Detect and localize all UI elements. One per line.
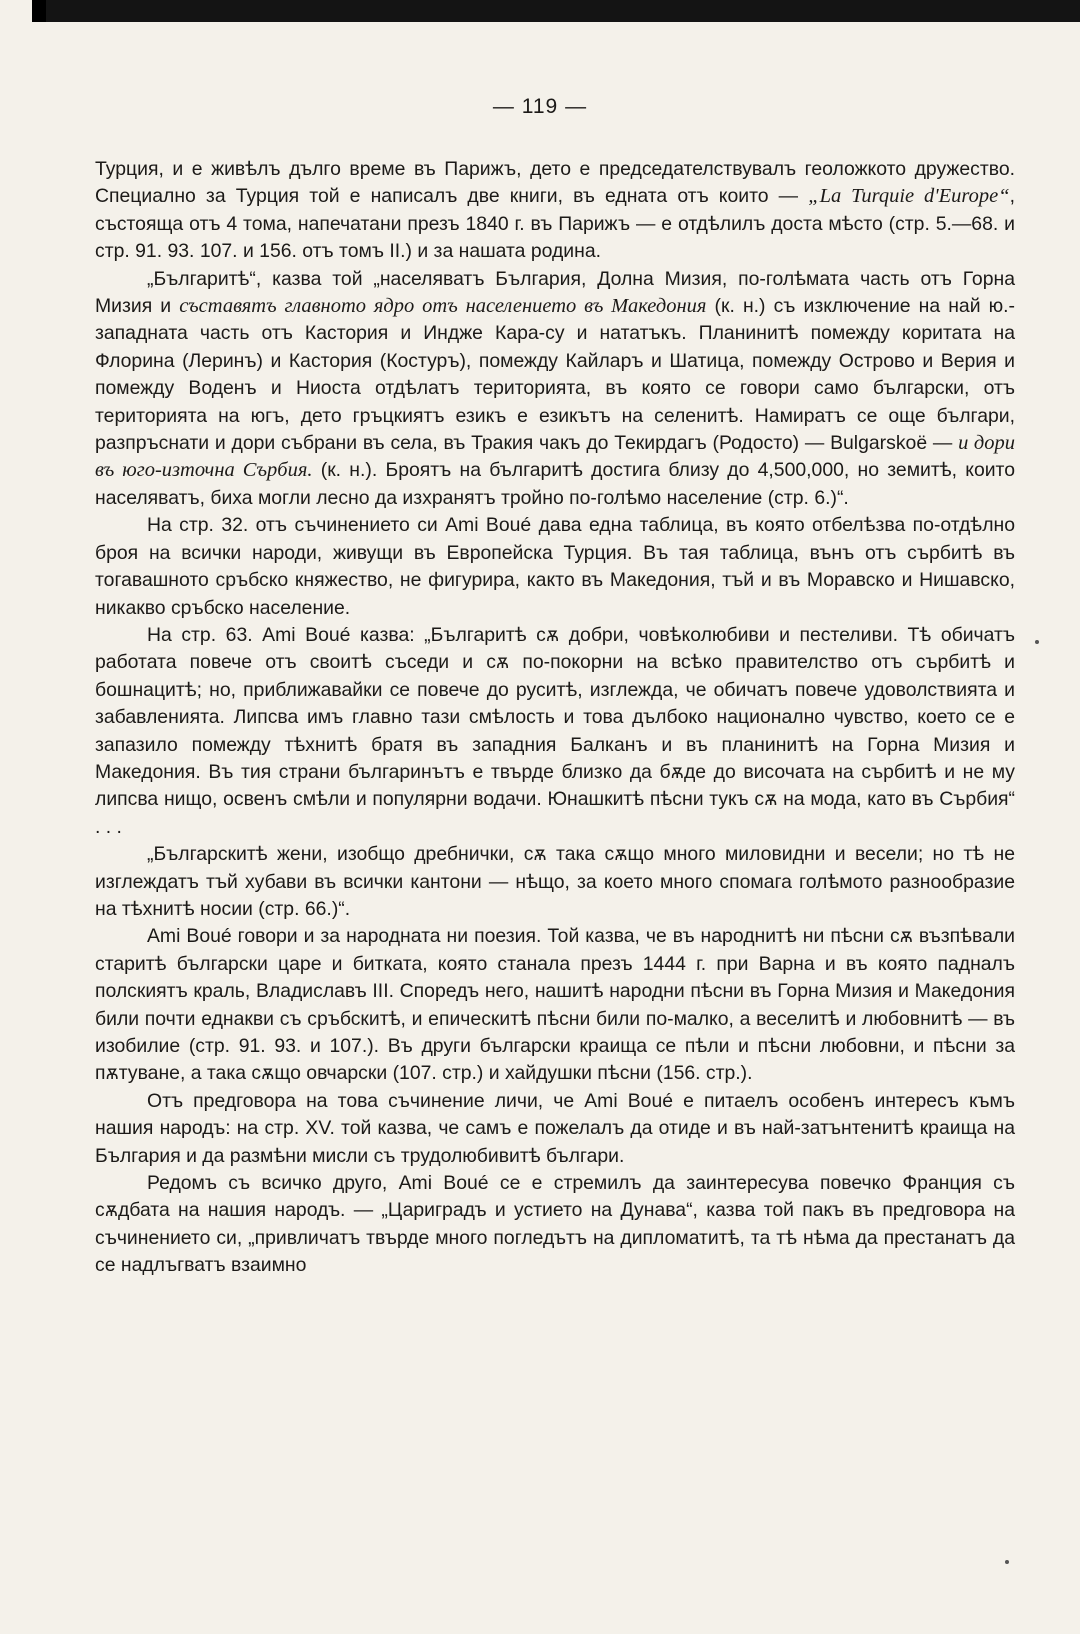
text-run: (к. н.) съ изключение на най ю.-западната часть отъ Кастория и Индже Кара-су и нататъкъ. Планинитѣ помежду коритата на Флорина (Леринъ) и Кастория (Костуръ), помежду Кайларъ и Шатица, помежду Острово и Верия и помежду Воденъ и Ниоста отдѣлатъ територията, въ която се говори само български, отъ територията на югъ, дето гръцкиятъ езикъ е езикътъ на селенитѣ. Намиратъ се още българи, разпръснати и дори събрани въ села, въ Тракия чакъ до Текирдагъ (Родосто) — Bulgarskoë — — [95, 295, 1016, 455]
paragraph-1 — [95, 156, 1015, 266]
text-run: На стр. 63. Ami Boué казва: „Българитѣ сѫ добри, човѣколюбиви и пестеливи. Тѣ обичатъ работата повече отъ своитѣ съседи и сѫ по-покорни на всѣко правителство отъ сърбитѣ и бошнацитѣ; но, приближавайки се повече до руситѣ, изглежда, че обичатъ повече удоволствията и забавленията. Липсва имъ главно тази смѣлость и това дълбоко национално чувство, което се е запазило помежду тѣхнитѣ братя въ западния Балканъ и въ планинитѣ на Горна Мизия и Македония. Въ тия страни българинътъ е твърде близко да бѫде до височата на сърбитѣ и не му липсва нищо, освенъ смѣли и популярни водачи. Юнашкитѣ пѣсни тукъ сѫ на мода, като въ Сърбия“ . . . — [95, 623, 1015, 838]
text-run: Турция, и е живѣлъ дълго време въ Парижъ, дето е председателствувалъ геоложкото дружество. Специално за Турция той е написалъ две книги, въ едната отъ които — — [95, 158, 1015, 208]
text-run: На стр. 32. отъ съчинението си Ami Boué дава една таблица, въ която отбелѣзва по-отдѣлно броя на всички народи, живущи въ Европейска Турция. Въ тая таблица, вънъ отъ сърбитѣ въ тогавашното сръбско княжество, не фигурира, както въ Македония, тъй и въ Моравско и Нишавско, никакво сръбско население. — [95, 514, 1015, 619]
italic-emphasis: „La Turquie d'Europe“ — [808, 185, 1010, 208]
page-number: — 119 — — [492, 95, 588, 118]
paper-speck — [1005, 1560, 1009, 1564]
italic-emphasis: и дори въ юго-източна Сърбия. — [95, 432, 1015, 482]
text-run: „Българскитѣ жени, изобщо дребнички, сѫ така сѫщо много миловидни и весели; но тѣ не изглеждатъ тъй хубави въ всички кантони — нѣщо, за което много спомага голѣмото разнообразие на тѣхнитѣ носии (стр. 66.)“. — [95, 843, 1015, 920]
paragraph-6 — [95, 923, 1015, 1087]
text-run: Отъ предговора на това съчинение личи, че Ami Boué е питаелъ особенъ интересъ къмъ нашия народъ: на стр. XV. той казва, че самъ е пожелалъ да отиде и въ най-затънтенитѣ краища на България и да размѣни мисли съ трудолюбивитѣ българи. — [95, 1089, 1015, 1167]
text-run: „Българитѣ“, казва той „населяватъ България, Долна Мизия, по-голѣмата часть отъ Горна Мизия и — [95, 267, 1015, 318]
paragraph-8 — [95, 1170, 1015, 1280]
text-run: Ami Boué говори и за народната ни поезия. Той казва, че въ народнитѣ ни пѣсни сѫ възпѣвали старитѣ български царе и битката, която станала презъ 1444 г. при Варна и въ която падналъ полскиятъ краль, Владиславъ III. Споредъ него, нашитѣ народни пѣсни въ Горна Мизия и Македония били почти еднакви съ сръбскитѣ, и епическитѣ пѣсни били по-малко, а веселитѣ и любовнитѣ — въ изобилие (стр. 91. 93. и 107.). Въ други български краища се пѣли и пѣсни любовни, и пѣсни за пѫтуване, а така сѫщо овчарски (107. стр.) и хайдушки пѣсни (156. стр.). — [95, 925, 1015, 1085]
body-text — [95, 156, 1015, 1280]
italic-emphasis: съставятъ главното ядро отъ населението въ Македония — [179, 295, 707, 318]
paragraph-3 — [95, 512, 1015, 622]
scan-top-edge — [32, 0, 1080, 22]
paper-speck — [1035, 640, 1039, 644]
text-run: (к. н.). Броятъ на българитѣ достига близу до 4,500,000, но земитѣ, които населяватъ, биха могли лесно да изхранятъ тройно по-голѣмо население (стр. 6.)“. — [95, 459, 1016, 509]
paragraph-2 — [95, 266, 1015, 513]
text-run: Редомъ съ всичко друго, Ami Boué се е стремилъ да заинтересува повечко Франция съ сѫдбата на нашия народъ. — „Цариградъ и устието на Дунава“, казва той пакъ въ предговора на съчинението си, „привличатъ твърде много погледътъ на дипломатитѣ, та тѣ нѣма да престанатъ да се надлъгватъ взаимно — [95, 1172, 1015, 1277]
paragraph-7 — [95, 1088, 1015, 1170]
paragraph-5 — [95, 841, 1015, 923]
text-run: , състояща отъ 4 тома, напечатани презъ 1840 г. въ Парижъ — е отдѣлилъ доста мѣсто (стр. 5.—68. и стр. 91. 93. 107. и 156. отъ томъ II.) и за нашата родина. — [95, 185, 1015, 263]
paragraph-4 — [95, 622, 1015, 841]
